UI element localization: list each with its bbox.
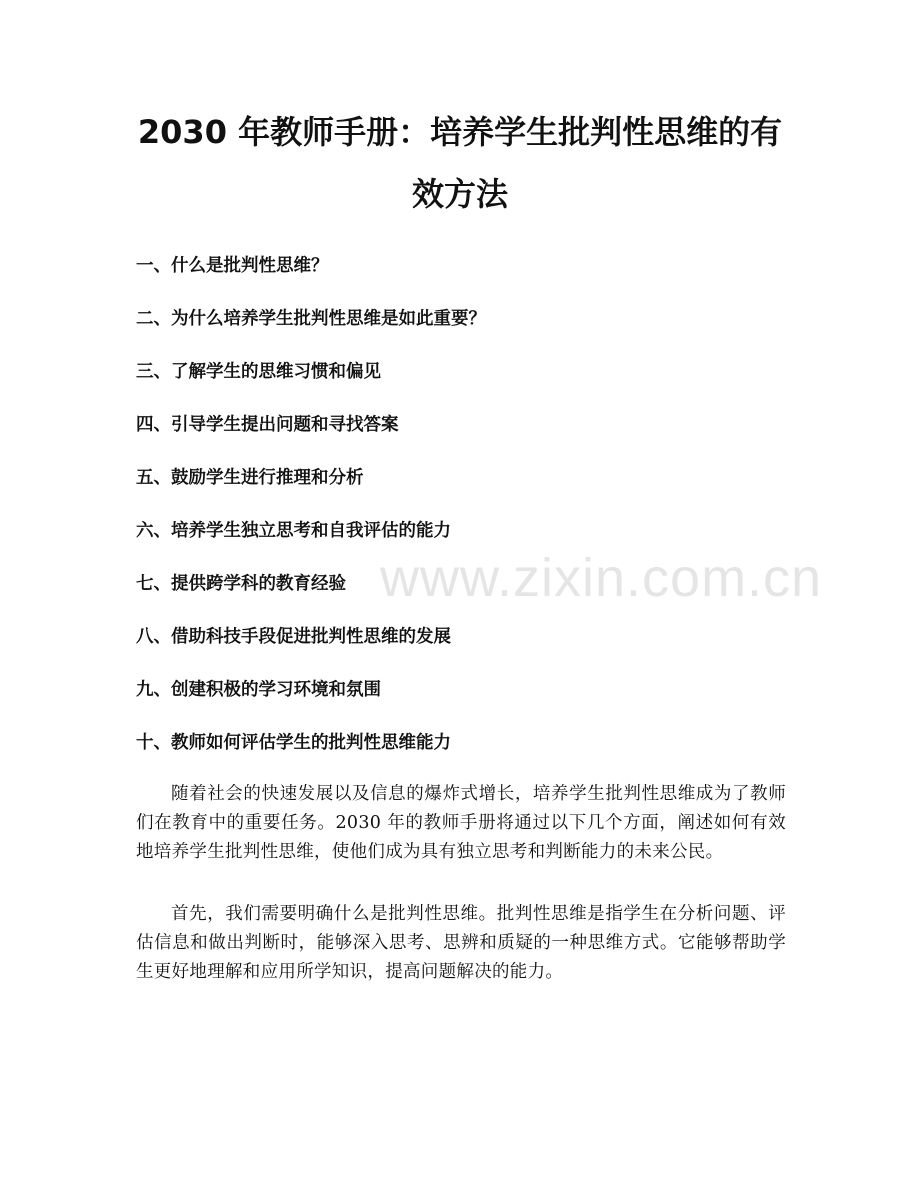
toc-item: 一、什么是批判性思维？ [136,256,329,276]
toc-item: 二、为什么培养学生批判性思维是如此重要？ [136,309,486,329]
watermark: www.zixin.com.cn [380,548,823,608]
toc-item: 八、借助科技手段促进批判性思维的发展 [136,627,451,647]
toc-item: 五、鼓励学生进行推理和分析 [136,468,364,488]
body-paragraph-definition: 首先，我们需要明确什么是批判性思维。批判性思维是指学生在分析问题、评估信息和做出判断时，能够深入思考、思辨和质疑的一种思维方式。它能够帮助学生更好地理解和应用所学知识，提高问题解决的能力。 [136,904,786,982]
toc-item: 四、引导学生提出问题和寻找答案 [136,415,399,435]
body-paragraph-intro: 随着社会的快速发展以及信息的爆炸式增长，培养学生批判性思维成为了教师们在教育中的重要任务。2030 年的教师手册将通过以下几个方面，阐述如何有效地培养学生批判性思维，使他们成为具有独立思考和判断能力的未来公民。 [136,784,786,862]
toc-item: 六、培养学生独立思考和自我评估的能力 [136,521,451,541]
document-title-line-1: 2030 年教师手册：培养学生批判性思维的有 [137,113,783,151]
toc-item: 十、教师如何评估学生的批判性思维能力 [136,733,451,753]
toc-item: 九、创建积极的学习环境和氛围 [136,680,381,700]
document-title-line-2: 效方法 [411,175,508,213]
toc-item: 七、提供跨学科的教育经验 [136,574,346,594]
table-of-contents [136,252,486,782]
toc-item: 三、了解学生的思维习惯和偏见 [136,362,381,382]
